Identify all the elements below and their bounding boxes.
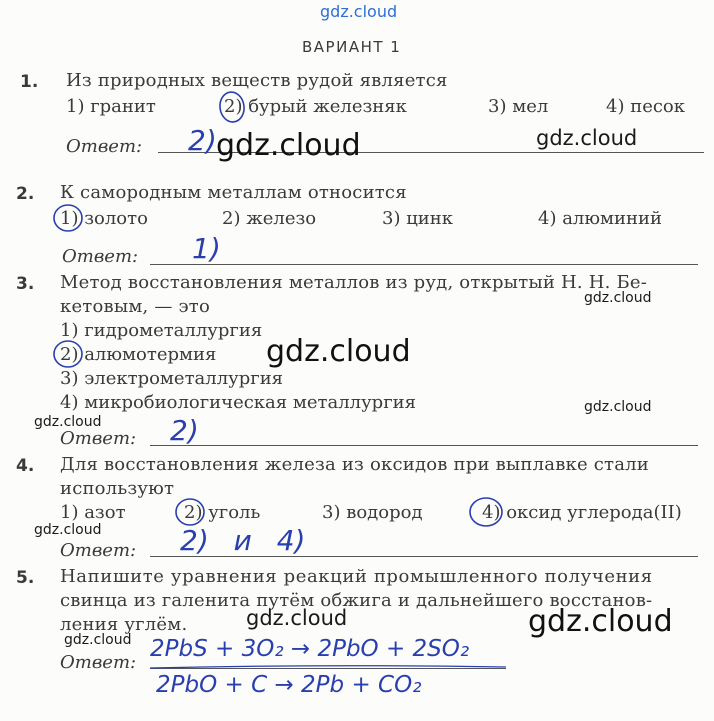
watermark: gdz.cloud (34, 522, 102, 538)
watermark: gdz.cloud (266, 334, 411, 369)
circle-q2-option-1 (54, 205, 82, 231)
variant-heading: ВАРИАНТ 1 (302, 38, 402, 56)
circle-q1-option-2 (218, 90, 246, 123)
question-text: К самородным металлам относится (60, 182, 407, 203)
question-text-line-2: свинца из галенита путём обжига и дальнейшего восстанов- (60, 590, 653, 611)
watermark: gdz.cloud (584, 290, 652, 306)
option-1: 1) гидрометаллургия (60, 320, 263, 341)
option-1: 1) гранит (66, 96, 156, 117)
question-text-line-2: кетовым, — это (60, 296, 210, 317)
answer-label: Ответ: (60, 540, 137, 561)
question-number: 3. (16, 274, 35, 294)
option-2: 2) алюмотермия (60, 344, 217, 365)
question-number: 5. (16, 568, 35, 588)
question-text-line-3: ления углём. (60, 614, 188, 635)
option-3: 3) водород (322, 502, 423, 523)
answer-label: Ответ: (66, 136, 143, 157)
option-2: 2) уголь (184, 502, 261, 523)
question-number: 2. (16, 184, 35, 204)
question-number: 1. (20, 72, 39, 92)
watermark: gdz.cloud (34, 414, 102, 430)
watermark: gdz.cloud (584, 399, 652, 415)
underline-equation-1 (150, 666, 506, 668)
handwritten-answer: 2) и 4) (180, 524, 306, 557)
answer-label: Ответ: (60, 652, 137, 673)
question-text: Из природных веществ рудой является (66, 70, 448, 91)
watermark: gdz.cloud (528, 604, 673, 639)
option-3: 3) мел (488, 96, 549, 117)
option-1: 1) золото (60, 208, 148, 229)
option-1: 1) азот (60, 502, 126, 523)
option-3: 3) электрометаллургия (60, 368, 284, 389)
circle-q4-option-4 (470, 498, 502, 526)
handwritten-equation-1: 2PbS + 3O₂ → 2PbO + 2SO₂ (150, 636, 470, 662)
circle-q4-option-2 (176, 499, 204, 525)
option-2: 2) железо (222, 208, 317, 229)
watermark: gdz.cloud (536, 126, 638, 150)
option-4: 4) микробиологическая металлургия (60, 392, 416, 413)
question-text-line-1: Для восстановления железа из оксидов при выплавке стали (60, 454, 649, 475)
watermark: gdz.cloud (64, 632, 132, 648)
watermark: gdz.cloud (216, 128, 361, 163)
option-4: 4) оксид углерода(II) (482, 502, 682, 523)
watermark-top: gdz.cloud (320, 2, 398, 21)
handwritten-answer: 2) (170, 414, 199, 447)
handwritten-answer: 2) (188, 124, 217, 157)
answer-label: Ответ: (62, 246, 139, 267)
answer-label: Ответ: (60, 428, 137, 449)
handwritten-equation-2: 2PbO + C → 2Pb + CO₂ (156, 672, 422, 698)
question-text-line-1: Напишите уравнения реакций промышленного получения (60, 566, 653, 587)
option-3: 3) цинк (382, 208, 454, 229)
circle-q3-option-2 (54, 341, 82, 367)
question-number: 4. (16, 456, 35, 476)
watermark: gdz.cloud (246, 606, 348, 630)
question-text-line-2: используют (60, 478, 175, 499)
option-2: 2) бурый железняк (224, 96, 407, 117)
option-4: 4) алюминий (538, 208, 663, 229)
question-text-line-1: Метод восстановления металлов из руд, открытый Н. Н. Бе- (60, 272, 648, 293)
handwritten-answer: 1) (192, 232, 221, 265)
option-4: 4) песок (606, 96, 686, 117)
